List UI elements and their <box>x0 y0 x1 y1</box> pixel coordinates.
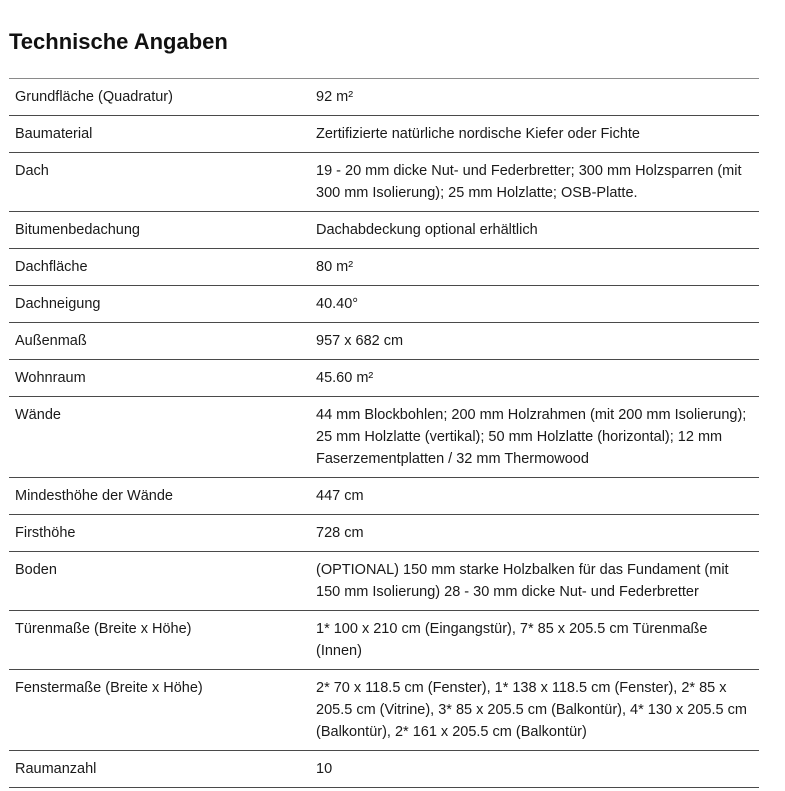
table-row <box>9 670 759 751</box>
spec-value: 447 cm <box>310 478 759 515</box>
spec-value: 40.40° <box>310 286 759 323</box>
spec-label: Wohnraum <box>9 360 310 397</box>
spec-value: 728 cm <box>310 515 759 552</box>
table-row <box>9 153 759 212</box>
specs-table-body <box>9 79 759 788</box>
spec-label: Wände <box>9 397 310 478</box>
spec-value: 92 m² <box>310 79 759 116</box>
spec-label: Außenmaß <box>9 323 310 360</box>
table-row <box>9 249 759 286</box>
table-row <box>9 212 759 249</box>
spec-value: Zertifizierte natürliche nordische Kiefer oder Fichte <box>310 116 759 153</box>
spec-label: Türenmaße (Breite x Höhe) <box>9 611 310 670</box>
table-row <box>9 323 759 360</box>
spec-label: Baumaterial <box>9 116 310 153</box>
table-row <box>9 552 759 611</box>
spec-value: Dachabdeckung optional erhältlich <box>310 212 759 249</box>
spec-label: Raumanzahl <box>9 751 310 788</box>
spec-value: (OPTIONAL) 150 mm starke Holzbalken für das Fundament (mit 150 mm Isolierung) 28 - 30 mm dicke Nut- und Federbretter <box>310 552 759 611</box>
spec-label: Boden <box>9 552 310 611</box>
table-row <box>9 360 759 397</box>
page-title: Technische Angaben <box>9 29 228 54</box>
spec-value: 19 - 20 mm dicke Nut- und Federbretter; 300 mm Holzsparren (mit 300 mm Isolierung); 25 mm Holzlatte; OSB-Platte. <box>310 153 759 212</box>
table-row <box>9 611 759 670</box>
spec-label: Fenstermaße (Breite x Höhe) <box>9 670 310 751</box>
spec-label: Dachneigung <box>9 286 310 323</box>
spec-value: 957 x 682 cm <box>310 323 759 360</box>
table-row <box>9 397 759 478</box>
spec-value: 45.60 m² <box>310 360 759 397</box>
spec-label: Firsthöhe <box>9 515 310 552</box>
spec-label: Bitumenbedachung <box>9 212 310 249</box>
spec-value: 80 m² <box>310 249 759 286</box>
spec-value: 44 mm Blockbohlen; 200 mm Holzrahmen (mit 200 mm Isolierung); 25 mm Holzlatte (vertikal); 50 mm Holzlatte (horizontal); 12 mm Faserzementplatten / 32 mm Thermowood <box>310 397 759 478</box>
table-row <box>9 515 759 552</box>
table-row <box>9 751 759 788</box>
spec-value: 2* 70 x 118.5 cm (Fenster), 1* 138 x 118.5 cm (Fenster), 2* 85 x 205.5 cm (Vitrine), 3* 85 x 205.5 cm (Balkontür), 4* 130 x 205.5 cm (Balkontür), 2* 161 x 205.5 cm (Balkontür) <box>310 670 759 751</box>
spec-label: Mindesthöhe der Wände <box>9 478 310 515</box>
table-row <box>9 478 759 515</box>
spec-value: 10 <box>310 751 759 788</box>
spec-label: Dach <box>9 153 310 212</box>
spec-value: 1* 100 x 210 cm (Eingangstür), 7* 85 x 205.5 cm Türenmaße (Innen) <box>310 611 759 670</box>
spec-label: Dachfläche <box>9 249 310 286</box>
spec-label: Grundfläche (Quadratur) <box>9 79 310 116</box>
table-row <box>9 286 759 323</box>
table-row <box>9 79 759 116</box>
specs-table <box>9 78 759 788</box>
table-row <box>9 116 759 153</box>
